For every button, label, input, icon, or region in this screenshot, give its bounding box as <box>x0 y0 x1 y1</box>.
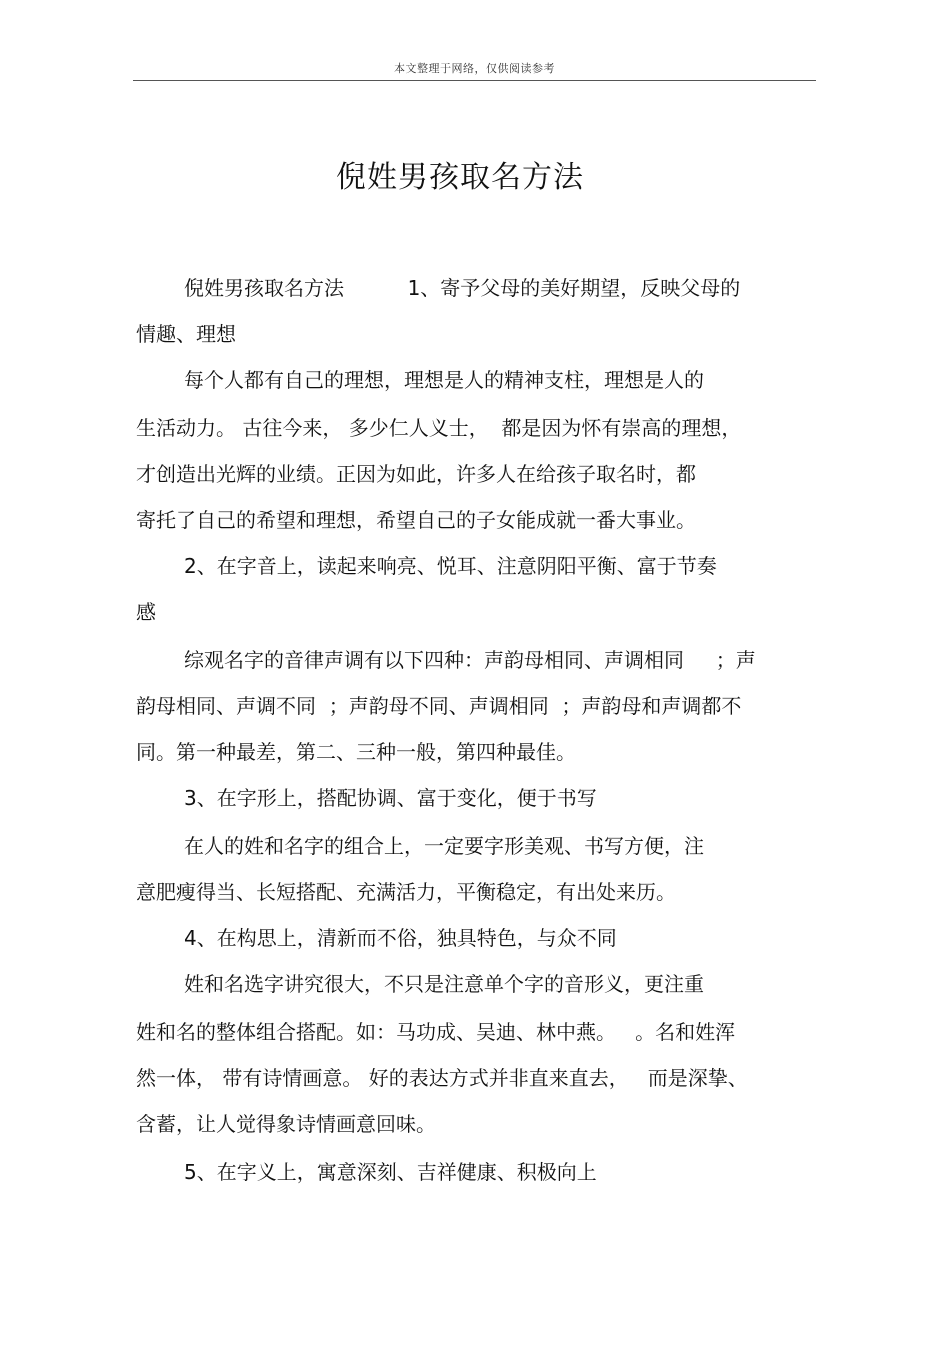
body-line: 韵母相同、声调不同 ；声韵母不同、声调相同 ；声韵母和声调都不 <box>136 694 742 718</box>
body-line: 4、在构思上，清新而不俗，独具特色，与众不同 <box>184 926 617 950</box>
body-line: 含蓄，让人觉得象诗情画意回味。 <box>136 1112 436 1136</box>
body-line: 综观名字的音律声调有以下四种：声韵母相同、声调相同 ；声 <box>184 648 756 672</box>
body-line: 同。第一种最差，第二、三种一般，第四种最佳。 <box>136 740 576 764</box>
body-line: 每个人都有自己的理想，理想是人的精神支柱，理想是人的 <box>184 368 704 392</box>
body-line: 2、在字音上，读起来响亮、悦耳、注意阴阳平衡、富于节奏 <box>184 554 717 578</box>
header-note: 本文整理于网络，仅供阅读参考 <box>394 62 555 75</box>
body-line: 才创造出光辉的业绩。正因为如此，许多人在给孩子取名时，都 <box>136 462 696 486</box>
header-divider <box>133 80 816 81</box>
body-line: 在人的姓和名字的组合上，一定要字形美观、书写方便，注 <box>184 834 704 858</box>
body-line: 情趣、理想 <box>136 322 236 346</box>
body-line: 意肥瘦得当、长短搭配、充满活力，平衡稳定，有出处来历。 <box>136 880 676 904</box>
body-line: 3、在字形上，搭配协调、富于变化，便于书写 <box>184 786 597 810</box>
body-line: 姓和名选字讲究很大，不只是注意单个字的音形义，更注重 <box>184 972 704 996</box>
body-line: 然一体， 带有诗情画意。 好的表达方式并非直来直去， 而是深挚、 <box>136 1066 748 1090</box>
body-line: 倪姓男孩取名方法 1、寄予父母的美好期望，反映父母的 <box>184 276 741 300</box>
body-line: 感 <box>136 600 156 624</box>
body-line: 寄托了自己的希望和理想，希望自己的子女能成就一番大事业。 <box>136 508 696 532</box>
document-title: 倪姓男孩取名方法 <box>336 160 584 195</box>
body-line: 5、在字义上，寓意深刻、吉祥健康、积极向上 <box>184 1160 597 1184</box>
body-line: 生活动力。 古往今来， 多少仁人义士， 都是因为怀有崇高的理想， <box>136 416 742 440</box>
body-line: 姓和名的整体组合搭配。如：马功成、吴迪、林中燕。 。名和姓浑 <box>136 1020 736 1044</box>
